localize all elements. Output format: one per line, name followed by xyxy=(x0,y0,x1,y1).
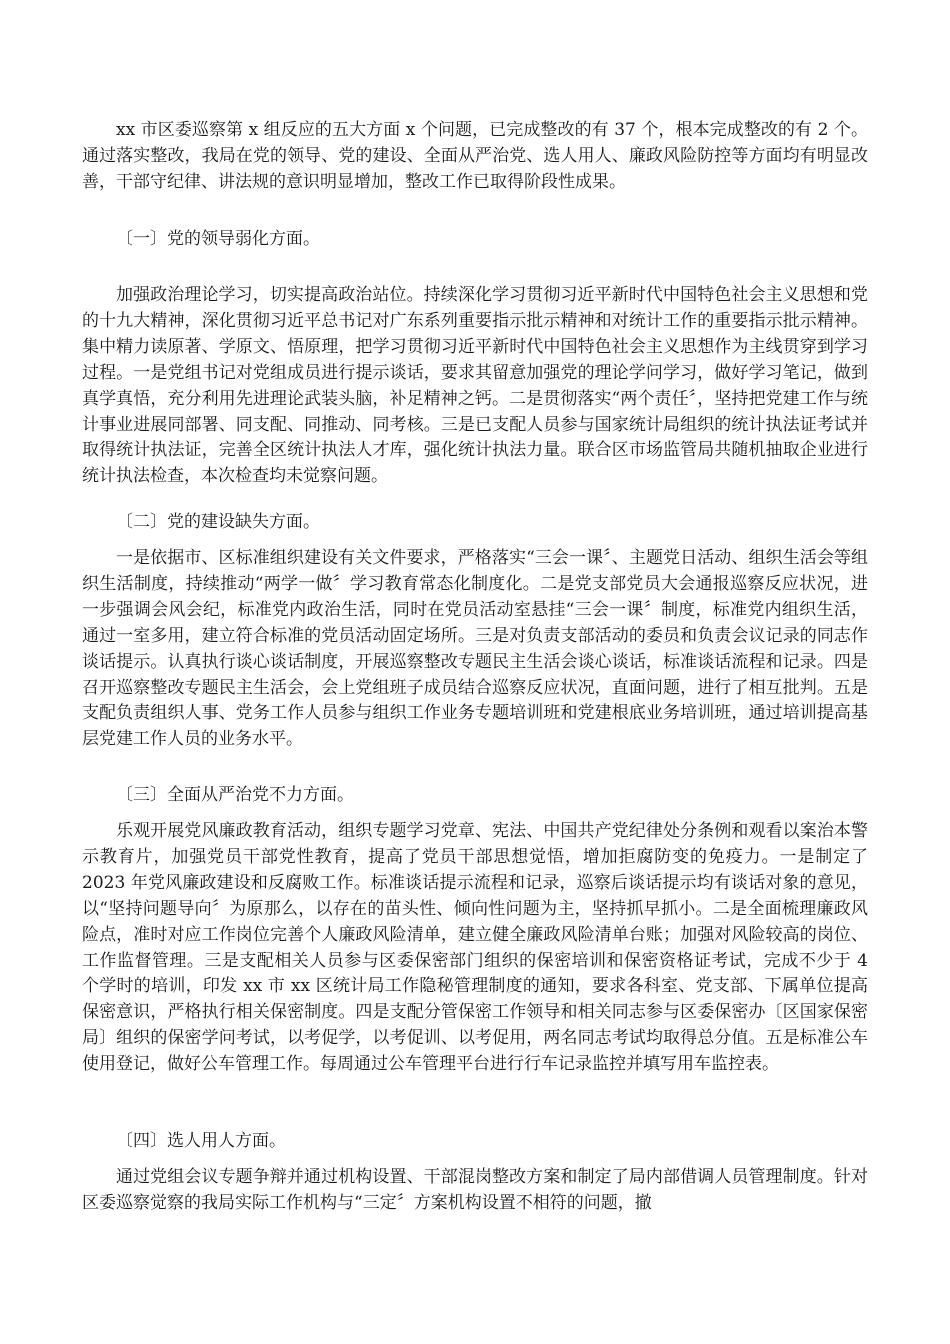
section-heading-3: 〔三〕全面从严治党不力方面。 xyxy=(116,785,354,805)
intro-paragraph: xx 市区委巡察第 x 组反应的五大方面 x 个问题，已完成整改的有 37 个，根本完成整改的有 2 个。通过落实整改，我局在党的领导、党的建设、全面从严治党、选人用人、廉政风险防控等方面均有明显改善，干部守纪律、讲法规的意识明显增加，整改工作已取得阶段性成果。 xyxy=(82,120,868,192)
section-heading-4: 〔四〕选人用人方面。 xyxy=(116,1131,286,1151)
section-body-3: 乐观开展党风廉政教育活动，组织专题学习党章、宪法、中国共产党纪律处分条例和观看以案治本警示教育片，加强党员干部党性教育，提高了党员干部思想觉悟，增加拒腐防变的免疫力。一是制定了 2023 年党风廉政建设和反腐败工作。标准谈话提示流程和记录，巡察后谈话提示均有谈话对象的意见，以“坚持问题导向〞为原那么，以存在的苗头性、倾向性问题为主，坚持抓早抓小。二是全面梳理廉政风险点，准时对应工作岗位完善个人廉政风险清单，建立健全廉政风险清单台账；加强对风险较高的岗位、工作监督管理。三是支配相关人员参与区委保密部门组织的保密培训和保密资格证考试，完成不少于 4 个学时的培训，印发 xx 市 xx 区统计局工作隐秘管理制度的通知，要求各科室、党支部、下属单位提高保密意识，严格执行相关保密制度。四是支配分管保密工作领导和相关同志参与区委保密办〔区国家保密局〕组织的保密学问考试，以考促学，以考促训、以考促用，两名同志考试均取得总分值。五是标准公车使用登记，做好公车管理工作。每周通过公车管理平台进行行车记录监控并填写用车监控表。 xyxy=(82,821,868,1075)
section-heading-2: 〔二〕党的建设缺失方面。 xyxy=(116,512,320,532)
section-body-2: 一是依据市、区标准组织建设有关文件要求，严格落实“三会一课〞、主题党日活动、组织生活会等组织生活制度，持续推动“两学一做〞学习教育常态化制度化。二是党支部党员大会通报巡察反应状况，进一步强调会风会纪，标准党内政治生活，同时在党员活动室悬挂“三会一课〞制度，标准党内组织生活，通过一室多用，建立符合标准的党员活动固定场所。三是对负责支部活动的委员和负责会议记录的同志作谈话提示。认真执行谈心谈话制度，开展巡察整改专题民主生活会谈心谈话，标准谈话流程和记录。四是召开巡察整改专题民主生活会，会上党组班子成员结合巡察反应状况，直面问题，进行了相互批判。五是支配负责组织人事、党务工作人员参与组织工作业务专题培训班和党建根底业务培训班，通过培训提高基层党建工作人员的业务水平。 xyxy=(82,548,868,750)
section-body-4: 通过党组会议专题争辩并通过机构设置、干部混岗整改方案和制定了局内部借调人员管理制度。针对区委巡察觉察的我局实际工作机构与“三定〞方案机构设置不相符的问题，撤 xyxy=(82,1167,868,1213)
section-heading-1: 〔一〕党的领导弱化方面。 xyxy=(116,229,320,249)
section-body-1: 加强政治理论学习，切实提高政治站位。持续深化学习贯彻习近平新时代中国特色社会主义思想和党的十九大精神，深化贯彻习近平总书记对广东系列重要指示批示精神和对统计工作的重要指示批示精神。集中精力读原著、学原文、悟原理，把学习贯彻习近平新时代中国特色社会主义思想作为主线贯穿到学习过程。一是党组书记对党组成员进行提示谈话，要求其留意加强党的理论学问学习，做好学习笔记，做到真学真悟，充分利用先进理论武装头脑，补足精神之钙。二是贯彻落实“两个责任〞，坚持把党建工作与统计事业进展同部署、同支配、同推动、同考核。三是已支配人员参与国家统计局组织的统计执法证考试并取得统计执法证，完善全区统计执法人才库，强化统计执法力量。联合区市场监管局共随机抽取企业进行统计执法检查，本次检查均未觉察问题。 xyxy=(82,285,868,487)
